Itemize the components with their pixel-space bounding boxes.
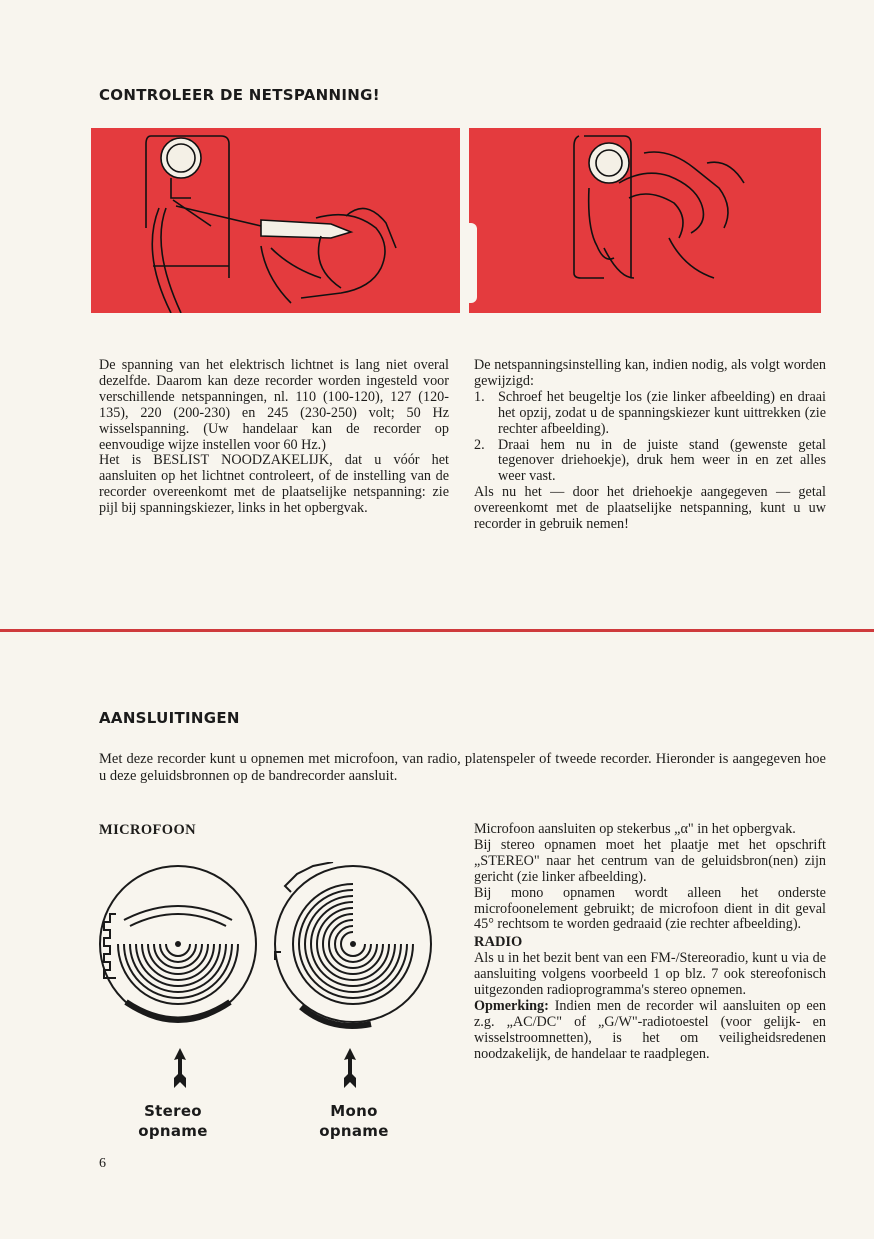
paragraph-netspanningsinstelling: De netspanningsinstelling kan, indien nodig, als volgt worden gewijzigd: <box>474 357 826 389</box>
text-column-connections <box>474 822 826 1063</box>
stereo-mic-diagram <box>100 866 256 1022</box>
paragraph-microfoon: Microfoon aansluiten op stekerbus „α" in het opbergvak. <box>474 821 796 837</box>
illustration-selector-knob-drawing <box>469 128 821 313</box>
text-column-right <box>474 358 826 533</box>
caption-stereo-opname: Stereo opname <box>138 1102 208 1140</box>
list-item: 1. Schroef het beugeltje los (zie linker afbeelding) en draai het opzij, zodat u de spanningskiezer kunt uittrekken (zie rechter afbeelding). <box>474 388 826 437</box>
paragraph-conclusion: Als nu het — door het driehoekje aangegeven — getal overeenkomt met de plaatselijke netspanning, kunt u uw recorder in gebruik nemen! <box>474 484 826 533</box>
text-column-left <box>99 358 449 517</box>
illustration-screwdriver-drawing <box>91 128 460 313</box>
list-item: 2. Draai hem nu in de juiste stand (gewenste getal tegenover driehoekje), druk hem weer in en zet alles weer vast. <box>474 436 826 485</box>
section-divider <box>0 629 874 632</box>
arrow-up-icon <box>171 1048 189 1090</box>
paragraph-opmerking: Opmerking: Indien men de recorder wil aansluiten op een z.g. „AC/DC" of „G/W"-radiotoestel (voor gelijk- en wisselstroomnetten), is het om veiligheidsredenen noodzakelijk, de handelaar te raadplegen. <box>474 997 827 1062</box>
arrow-up-icon <box>341 1048 359 1090</box>
paragraph-stereo: Bij stereo opnamen moet het plaatje met het opschrift „STEREO" naar het centrum van de geluidsbron(nen) zijn gericht (zie linker afbeelding). <box>474 836 826 885</box>
paragraph-mono: Bij mono opnamen wordt alleen het onderste microfoonelement gebruikt; de microfoon dient in dit geval 45° rechtsom te worden gedraaid (zie rechter afbeelding). <box>474 884 826 933</box>
heading-netspanning: CONTROLEER DE NETSPANNING! <box>99 86 380 104</box>
paragraph-beslist: Het is BESLIST NOODZAKELIJK, dat u vóór het aansluiten op het lichtnet controleert, of de instelling van de recorder overeenkomt met de plaatselijke netspanning: zie pijl bij spanningskiezer, links in het opbergvak. <box>99 452 449 517</box>
illustration-screwdriver <box>91 128 460 313</box>
heading-aansluitingen: AANSLUITINGEN <box>99 709 240 727</box>
mono-mic-diagram <box>275 862 431 1026</box>
subheading-microfoon: MICROFOON <box>99 822 197 838</box>
subheading-radio: RADIO <box>474 934 523 951</box>
paragraph-spanning: De spanning van het elektrisch lichtnet is lang niet overal dezelfde. Daarom kan deze recorder worden ingesteld voor verschillende netspanningen, nl. 110 (100-120), 127 (120-135), 220 (200-230) en 245 (230-250) volt; 50 Hz wisselspanning. (Uw handelaar kan de recorder op eenvoudige wijze instellen voor 60 Hz.) <box>99 357 449 453</box>
caption-mono-opname: Mono opname <box>319 1102 389 1140</box>
intro-text: Met deze recorder kunt u opnemen met microfoon, van radio, platenspeler of tweede recorder. Hieronder is aangegeven hoe u deze geluidsbronnen op de bandrecorder aansluit. <box>99 751 826 784</box>
microphone-diagrams <box>96 862 436 1037</box>
page-number: 6 <box>99 1156 106 1171</box>
paragraph-radio: Als u in het bezit bent van een FM-/Stereoradio, kunt u via de aansluiting volgens voorbeeld 1 op blz. 7 ook stereofonisch uitgezonden radioprogramma's stereo opnemen. <box>474 950 826 999</box>
illustration-selector-knob <box>469 128 821 313</box>
instruction-list <box>474 390 826 485</box>
